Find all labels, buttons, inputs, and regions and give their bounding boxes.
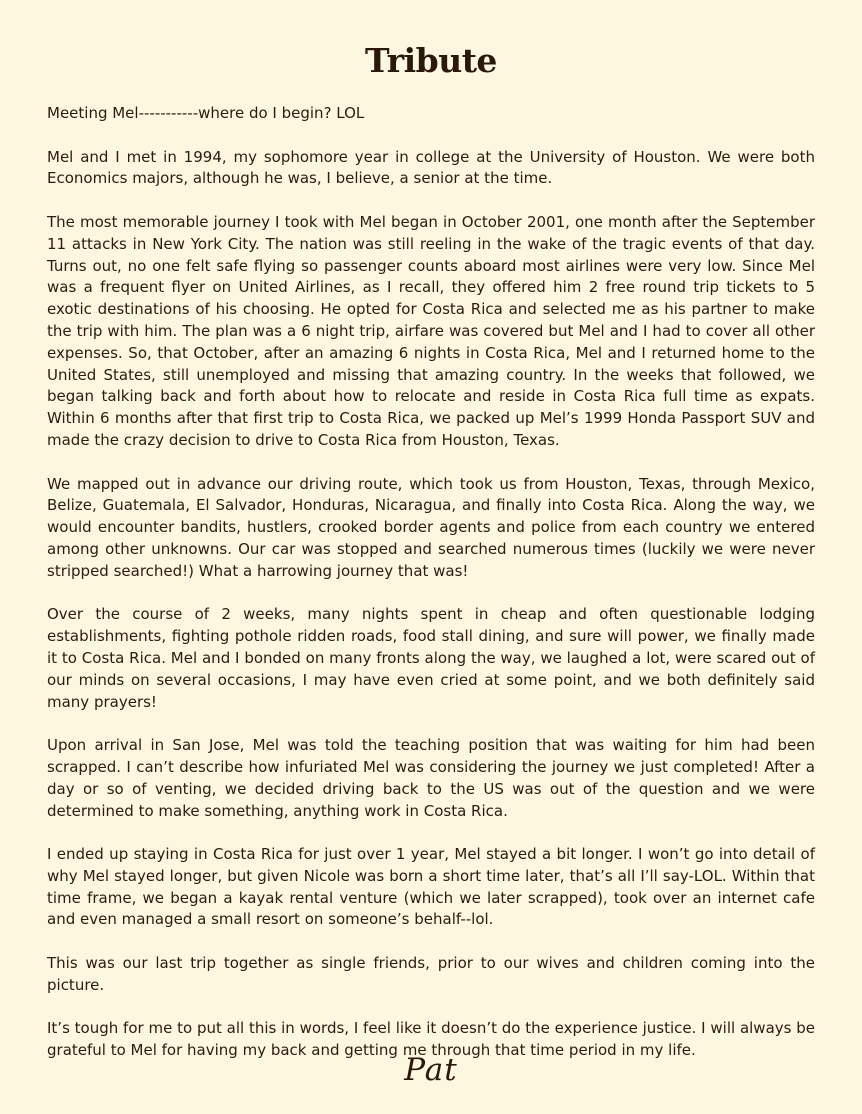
paragraph-staying: I ended up staying in Costa Rica for just over 1 year, Mel stayed a bit longer. I won’t go into detail of why Mel stayed longer, but given Nicole was born a short time later, that’s all I’ll say-LOL. Within that time frame, we began a kayak rental venture (which we later scrapped), took over an internet cafe and even managed a small resort on someone’s behalf--lol.: [47, 845, 815, 929]
paragraph-last-trip: This was our last trip together as single friends, prior to our wives and children coming into the picture.: [47, 954, 815, 994]
paragraph-how-we-met: Mel and I met in 1994, my sophomore year in college at the University of Houston. We were both Economics majors, although he was, I believe, a senior at the time.: [47, 147, 815, 188]
paragraph-closing: It’s tough for me to put all this in words, I feel like it doesn’t do the experience justice. I will always be grateful to Mel for having my back and getting me through that time period in my life.: [47, 1019, 815, 1060]
page-title: Tribute: [365, 41, 497, 80]
paragraph-driving-route: We mapped out in advance our driving route, which took us from Houston, Texas, through Mexico, Belize, Guatemala, El Salvador, Honduras, Nicaragua, and finally into Costa Rica. Along the way, we would encounter bandits, hustlers, crooked border agents and police from each country we entered among other unknowns. Our car was stopped and searched numerous times (luckily we were never stripped searched!) What a harrowing journey that was!: [47, 474, 815, 580]
paragraph-two-weeks: Over the course of 2 weeks, many nights spent in cheap and often questionable lodging establishments, fighting pothole ridden roads, food stall dining, and sure will power, we finally made it to Costa Rica. Mel and I bonded on many fronts along the way, we laughed a lot, were scared out of our minds on several occasions, I may have even cried at some point, and we both definitely said many prayers!: [47, 605, 815, 711]
paragraph-first-trip: The most memorable journey I took with Mel began in October 2001, one month after the September 11 attacks in New York City. The nation was still reeling in the wake of the tragic events of that day. Turns out, no one felt safe flying so passenger counts aboard most airlines were very low. Since Mel was a frequent flyer on United Airlines, as I recall, they offered him 2 free round trip tickets to 5 exotic destinations of his choosing. He opted for Costa Rica and selected me as his partner to make the trip with him. The plan was a 6 night trip, airfare was covered but Mel and I had to cover all other expenses. So, that October, after an amazing 6 nights in Costa Rica, Mel and I returned home to the United States, still unemployed and missing that amazing country. In the weeks that followed, we began talking back and forth about how to relocate and reside in Costa Rica full time as expats. Within 6 months after that first trip to Costa Rica, we packed up Mel’s 1999 Honda Passport SUV and made the crazy decision to drive to Costa Rica from Houston, Texas.: [47, 212, 815, 449]
paragraph-arrival: Upon arrival in San Jose, Mel was told the teaching position that was waiting for him had been scrapped. I can’t describe how infuriated Mel was considering the journey we just completed! After a day or so of venting, we decided driving back to the US was out of the question and we were determined to make something, anything work in Costa Rica.: [47, 736, 815, 820]
tribute-body: [47, 103, 815, 1062]
signature: Pat: [404, 1052, 458, 1088]
paragraph-opening: Meeting Mel-----------where do I begin? LOL: [47, 104, 365, 122]
